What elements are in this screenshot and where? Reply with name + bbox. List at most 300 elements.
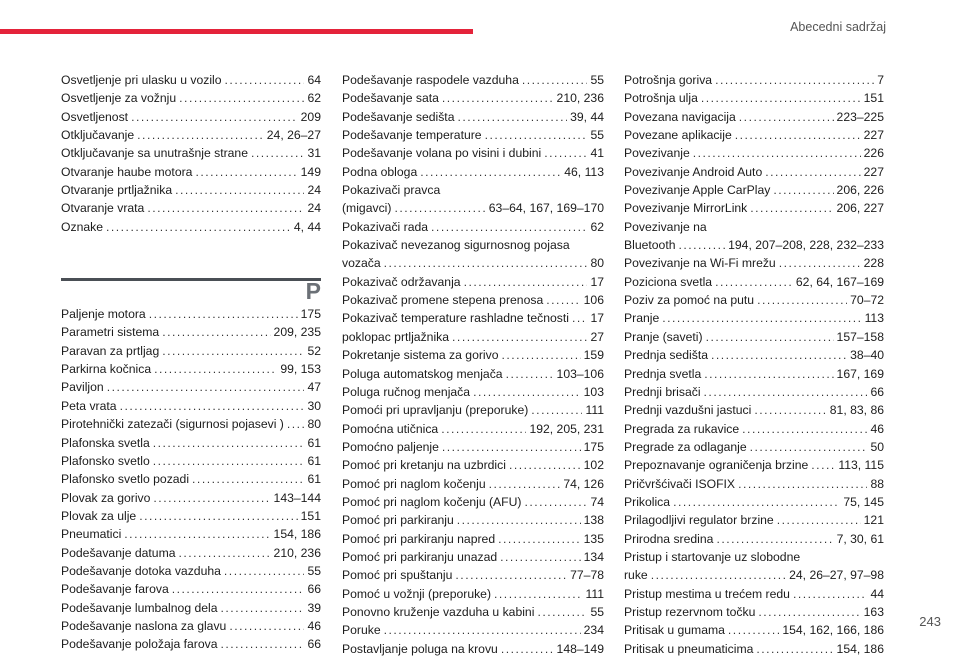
index-term: Potrošnja goriva (624, 73, 713, 87)
index-term: Pomoć u vožnji (preporuke) (342, 586, 492, 601)
index-term: Podešavanje sedišta (342, 109, 455, 124)
index-entry-line (61, 71, 321, 89)
index-entry (61, 378, 321, 396)
index-term: Pirotehnički zatezači (sigurnosi pojasevi ) (61, 417, 284, 432)
index-term: Prednja sedišta (624, 348, 709, 363)
dot-leader (153, 489, 270, 507)
index-entry (61, 71, 321, 89)
dot-leader (131, 108, 298, 126)
index-entry-line (342, 108, 604, 126)
index-term: Plafonsko svetlo (61, 453, 150, 468)
index-page-ref: 134 (583, 549, 604, 564)
index-entry (342, 126, 604, 144)
dot-leader (651, 566, 786, 584)
dot-leader (793, 585, 867, 603)
index-entry (342, 144, 604, 162)
index-entry-line (61, 635, 321, 653)
index-term: Povezane aplikacije (624, 128, 732, 143)
index-entry (61, 323, 321, 341)
top-accent-bar (0, 29, 473, 34)
index-entry-line (624, 254, 884, 272)
index-page-ref: 148–149 (556, 641, 604, 656)
index-term: Pokazivač temperature rashladne tečnosti (342, 311, 569, 326)
dot-leader (572, 309, 587, 327)
dot-leader (452, 328, 587, 346)
index-page-ref: 46 (870, 421, 884, 436)
index-column-1 (61, 71, 321, 654)
index-entry-line (342, 144, 604, 162)
index-entry-line (624, 309, 884, 327)
index-entry (61, 452, 321, 470)
index-column-3 (624, 71, 884, 658)
index-term: Pomoć pri kretanju na uzbrdici (342, 458, 506, 473)
dot-leader (139, 507, 297, 525)
dot-leader (704, 365, 833, 383)
index-entry-line (61, 89, 321, 107)
dot-leader (106, 218, 291, 236)
index-term: Pregrade za odlaganje (624, 439, 747, 454)
index-term: Povezana navigacija (624, 109, 736, 124)
dot-leader (154, 360, 277, 378)
index-entry (342, 236, 604, 273)
dot-leader (728, 621, 779, 639)
index-page-ref: 138 (583, 513, 604, 528)
index-term: Pristup mestima u trećem redu (624, 586, 790, 601)
index-entry (342, 420, 604, 438)
index-term: Prednja svetla (624, 366, 702, 381)
dot-leader (742, 420, 867, 438)
index-term: Pranje (624, 311, 660, 326)
index-page-ref: 24 (307, 183, 321, 198)
index-entry (61, 305, 321, 323)
index-page-ref: 210, 236 (273, 545, 321, 560)
index-entry (342, 621, 604, 639)
dot-leader (494, 585, 582, 603)
index-term: Podešavanje lumbalnog dela (61, 600, 218, 615)
index-entry-line (342, 309, 604, 327)
index-page-ref: 55 (590, 73, 604, 87)
index-term: Pristup i startovanje uz slobodne (624, 549, 801, 564)
index-term: Pomoći pri upravljanju (preporuke) (342, 403, 529, 418)
dot-leader (758, 603, 860, 621)
dot-leader (546, 291, 580, 309)
index-entry-line (624, 420, 884, 438)
index-page-ref: 77–78 (570, 568, 604, 583)
dot-leader (221, 599, 305, 617)
dot-leader (537, 603, 587, 621)
index-entry-line (342, 475, 604, 493)
index-page-ref: 17 (590, 274, 604, 289)
index-page-ref: 151 (863, 91, 884, 106)
index-entry-line (624, 199, 884, 217)
index-entry (624, 163, 884, 181)
index-term: Pomoć pri parkiranju unazad (342, 549, 498, 564)
index-entry-line (61, 378, 321, 396)
index-entry-line (61, 415, 321, 433)
index-page-ref: 227 (863, 128, 884, 143)
index-entry-line (624, 365, 884, 383)
index-entry (624, 365, 884, 383)
index-entry (624, 108, 884, 126)
index-entry-line (624, 144, 884, 162)
index-term: Otvaranje prtljažnika (61, 183, 173, 198)
index-page-ref: 154, 162, 166, 186 (782, 623, 884, 638)
section-letter: P (305, 278, 321, 305)
dot-leader (431, 218, 587, 236)
index-page-ref: 74, 126 (563, 476, 604, 491)
index-page-ref: 143–144 (273, 490, 321, 505)
index-term: Osvetljenost (61, 109, 129, 124)
index-entry (624, 199, 884, 217)
dot-leader (509, 456, 581, 474)
index-entry-line (342, 603, 604, 621)
index-entry (342, 456, 604, 474)
index-page-ref: 209 (300, 109, 321, 124)
index-page-ref: 113 (864, 311, 884, 326)
index-entry (61, 580, 321, 598)
index-page-ref: 17 (590, 311, 604, 326)
index-page-ref: 27 (590, 329, 604, 344)
index-term: Postavljanje poluga na krovu (342, 641, 498, 656)
dot-leader (738, 475, 867, 493)
index-entry (61, 562, 321, 580)
index-term: poklopac prtljažnika (342, 329, 450, 344)
index-entry (61, 507, 321, 525)
index-page-ref: 234 (583, 623, 604, 638)
index-entry-line (342, 438, 604, 456)
index-page-ref: 55 (590, 128, 604, 143)
index-page-ref: 121 (863, 513, 884, 528)
index-page-ref: 175 (300, 307, 321, 322)
index-entry-line (624, 163, 884, 181)
index-page-ref: 7 (877, 73, 884, 87)
index-entry (61, 126, 321, 144)
index-term: Parkirna kočnica (61, 362, 152, 377)
index-entry (624, 383, 884, 401)
index-page-ref: 106 (583, 293, 604, 308)
index-entry-line (624, 218, 884, 236)
index-entry (61, 544, 321, 562)
index-entry-line (342, 328, 604, 346)
index-term: Plafonska svetla (61, 435, 150, 450)
dot-leader (175, 181, 304, 199)
index-entry-line (61, 360, 321, 378)
dot-leader (500, 548, 581, 566)
dot-leader (679, 236, 726, 254)
index-term: Peta vrata (61, 398, 117, 413)
dot-leader (149, 305, 298, 323)
index-term: Pokazivač održavanja (342, 274, 461, 289)
index-page-ref: 103 (583, 384, 604, 399)
index-entry-line (342, 640, 604, 658)
section-rule (61, 278, 321, 281)
index-term: Otvaranje vrata (61, 201, 145, 216)
index-term: Pritisak u gumama (624, 623, 725, 638)
dot-leader (124, 525, 270, 543)
index-page-ref: 81, 83, 86 (829, 403, 884, 418)
dot-leader (754, 401, 826, 419)
index-entry (61, 181, 321, 199)
index-entry (61, 434, 321, 452)
dot-leader (662, 309, 861, 327)
index-entry (61, 470, 321, 488)
dot-leader (811, 456, 835, 474)
index-entry-line (624, 126, 884, 144)
index-entry-line (61, 181, 321, 199)
index-page-ref: 167, 169 (836, 366, 884, 381)
dot-leader (442, 89, 554, 107)
index-entry-line (624, 603, 884, 621)
index-term: Oznake (61, 219, 104, 234)
index-entry (624, 475, 884, 493)
index-entry-line (342, 291, 604, 309)
dot-leader (501, 640, 554, 658)
index-page-ref: 70–72 (850, 293, 884, 308)
index-entry (342, 328, 604, 346)
index-page-ref: 163 (863, 604, 884, 619)
index-page-ref: 102 (583, 458, 604, 473)
dot-leader (473, 383, 581, 401)
index-page-ref: 41 (590, 146, 604, 161)
dot-leader (485, 126, 588, 144)
index-page-ref: 206, 227 (836, 201, 884, 216)
index-term: Potrošnja ulja (624, 91, 698, 106)
index-entry-line (342, 383, 604, 401)
index-entry-line (624, 621, 884, 639)
index-page-ref: 61 (307, 472, 321, 487)
index-term: Podešavanje naslona za glavu (61, 618, 227, 633)
index-entry-line (624, 328, 884, 346)
index-page-ref: 80 (307, 417, 321, 432)
index-entry (624, 89, 884, 107)
index-term: Pomoćno paljenje (342, 439, 439, 454)
index-entry-line (342, 346, 604, 364)
index-entry-line (624, 640, 884, 658)
index-page-ref: 209, 235 (273, 325, 321, 340)
index-entry-line (61, 126, 321, 144)
index-page-ref: 151 (300, 508, 321, 523)
dot-leader (221, 635, 305, 653)
index-entry (624, 254, 884, 272)
index-entry (624, 401, 884, 419)
index-entry (61, 163, 321, 181)
dot-leader (457, 511, 581, 529)
index-page-ref: 62, 64, 167–169 (795, 274, 884, 289)
index-entry (624, 328, 884, 346)
index-entry (61, 525, 321, 543)
index-term: Poziciona svetla (624, 274, 713, 289)
index-page-ref: 38–40 (850, 348, 884, 363)
index-entry-line (342, 621, 604, 639)
index-entry-line (61, 470, 321, 488)
index-entry (342, 530, 604, 548)
index-page-ref: 66 (307, 582, 321, 597)
index-entry-line (624, 89, 884, 107)
index-entry-line (61, 544, 321, 562)
dot-leader (711, 346, 847, 364)
index-term: ruke (624, 568, 648, 583)
index-entry (342, 493, 604, 511)
index-entry (342, 548, 604, 566)
dot-leader (765, 163, 860, 181)
index-entry-line (624, 181, 884, 199)
dot-leader (757, 291, 847, 309)
index-entry (61, 144, 321, 162)
index-entry (61, 360, 321, 378)
index-entry (61, 617, 321, 635)
index-entry-line (342, 236, 604, 254)
index-entry (624, 456, 884, 474)
index-term: Podešavanje farova (61, 582, 169, 597)
index-entry (61, 599, 321, 617)
index-term: Plovak za ulje (61, 508, 137, 523)
index-term: Pneumatici (61, 527, 122, 542)
dot-leader (120, 397, 305, 415)
index-page-ref: 223–225 (836, 109, 884, 124)
index-term: Pomoć pri parkiranju (342, 513, 454, 528)
dot-leader (384, 254, 588, 272)
index-page-ref: 154, 186 (836, 641, 884, 656)
index-entry-line (61, 397, 321, 415)
index-entry (342, 603, 604, 621)
dot-leader (464, 273, 588, 291)
index-entry (342, 163, 604, 181)
index-term: Podešavanje temperature (342, 128, 482, 143)
index-page-ref: 149 (300, 164, 321, 179)
dot-leader (501, 346, 580, 364)
index-entry-line (624, 475, 884, 493)
index-entry (342, 218, 604, 236)
index-page-ref: 228 (863, 256, 884, 271)
index-page-ref: 46 (307, 618, 321, 633)
index-page-ref: 192, 205, 231 (529, 421, 604, 436)
index-entry-line (624, 346, 884, 364)
index-term: Otključavanje (61, 128, 135, 143)
index-page-ref: 30 (307, 398, 321, 413)
index-entry (61, 342, 321, 360)
index-entry (624, 346, 884, 364)
index-term: Otvaranje haube motora (61, 164, 193, 179)
dot-leader (531, 401, 582, 419)
index-term: Poziv za pomoć na putu (624, 293, 755, 308)
index-term: Povezivanje Apple CarPlay (624, 183, 771, 198)
dot-leader (162, 342, 304, 360)
dot-leader (441, 420, 526, 438)
dot-leader (506, 365, 554, 383)
index-entry (624, 126, 884, 144)
index-entry-line (342, 566, 604, 584)
index-entry (61, 489, 321, 507)
index-term: Pomoć pri naglom kočenju (342, 476, 486, 491)
index-term: Prepoznavanje ograničenja brzine (624, 458, 809, 473)
index-term: Pokazivači pravca (342, 183, 441, 198)
index-column-2 (342, 71, 604, 658)
index-term: Pritisak u pneumaticima (624, 641, 754, 656)
index-page-ref: 50 (870, 439, 884, 454)
index-page-ref: 74 (590, 494, 604, 509)
index-page-ref: 206, 226 (836, 183, 884, 198)
index-entry-line (342, 401, 604, 419)
index-entry-line (624, 401, 884, 419)
index-term: Pomoćna utičnica (342, 421, 439, 436)
index-entry-line (61, 323, 321, 341)
index-entry-line (342, 548, 604, 566)
dot-leader (756, 640, 833, 658)
index-term: Pregrada za rukavice (624, 421, 740, 436)
index-page-ref: 63–64, 167, 169–170 (488, 201, 604, 216)
index-page-ref: 157–158 (836, 329, 884, 344)
dot-leader (251, 144, 304, 162)
index-term: Prirodna sredina (624, 531, 714, 546)
page-number: 243 (919, 614, 941, 629)
index-page-ref: 4, 44 (293, 219, 321, 234)
index-term: Povezivanje MirrorLink (624, 201, 748, 216)
index-entry (342, 640, 604, 658)
index-term: Pokazivači rada (342, 219, 429, 234)
index-term: Pomoć pri spuštanju (342, 568, 453, 583)
dot-leader (442, 438, 581, 456)
index-entry (624, 530, 884, 548)
index-term: Podešavanje datuma (61, 545, 176, 560)
dot-leader (229, 617, 304, 635)
index-entry (61, 199, 321, 217)
dot-leader (750, 438, 868, 456)
index-entry-line (61, 452, 321, 470)
dot-leader (701, 89, 861, 107)
index-term: Pranje (saveti) (624, 329, 703, 344)
dot-leader (195, 163, 297, 181)
index-entry-line (342, 585, 604, 603)
index-page-ref: 88 (870, 476, 884, 491)
index-entry-line (342, 511, 604, 529)
index-entry-line (342, 71, 604, 89)
index-entry (342, 585, 604, 603)
index-entry (624, 144, 884, 162)
index-term: Pričvršćivači ISOFIX (624, 476, 736, 491)
index-term: Pokazivač nevezanog sigurnosnog pojasa (342, 238, 570, 253)
index-page-ref: 62 (590, 219, 604, 234)
index-page-ref: 175 (583, 439, 604, 454)
index-page-ref: 47 (307, 380, 321, 395)
index-term: Pokretanje sistema za gorivo (342, 348, 499, 363)
index-term: Prednji vazdušni jastuci (624, 403, 752, 418)
dot-leader (773, 181, 833, 199)
header-title: Abecedni sadržaj (790, 20, 886, 34)
index-entry (61, 397, 321, 415)
dot-leader (394, 199, 485, 217)
dot-leader (544, 144, 587, 162)
index-entry-line (61, 617, 321, 635)
index-term: Ponovno kruženje vazduha u kabini (342, 604, 535, 619)
index-term: Parametri sistema (61, 325, 160, 340)
index-page-ref: 24, 26–27, 97–98 (789, 568, 884, 583)
index-entry (342, 566, 604, 584)
index-entry-line (624, 438, 884, 456)
index-term: Paviljon (61, 380, 104, 395)
index-term: Poluga ručnog menjača (342, 384, 471, 399)
index-entry-line (624, 108, 884, 126)
index-term: Paravan za prtljag (61, 343, 160, 358)
index-page-ref: 159 (583, 348, 604, 363)
index-term: Podna obloga (342, 164, 418, 179)
dot-leader (153, 434, 305, 452)
index-page-ref: 194, 207–208, 228, 232–233 (728, 238, 884, 253)
index-term: Podešavanje raspodele vazduha (342, 73, 519, 87)
index-entry (342, 89, 604, 107)
index-entry-line (624, 585, 884, 603)
index-group-p (61, 305, 321, 654)
index-page-ref: 39 (307, 600, 321, 615)
